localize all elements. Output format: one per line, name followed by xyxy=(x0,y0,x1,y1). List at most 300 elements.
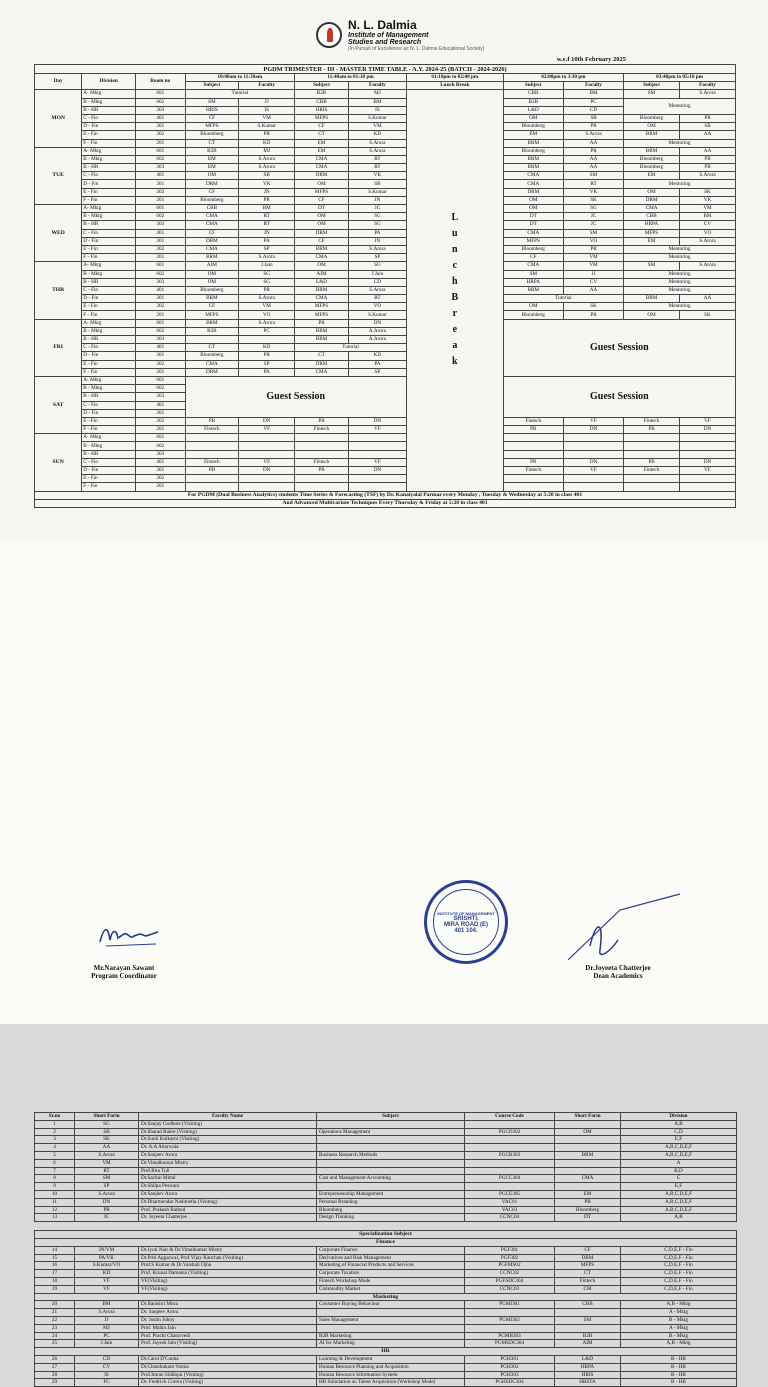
faculty-cell: AIM xyxy=(555,1340,621,1348)
division-cell: D - Fin xyxy=(82,180,136,188)
division-cell: B - Mktg xyxy=(82,327,136,335)
faculty-cell xyxy=(239,450,295,458)
timetable-row xyxy=(35,417,736,425)
day-cell: SUN xyxy=(35,434,82,491)
faculty-cell: CCNC04 xyxy=(465,1214,555,1222)
timetable-row xyxy=(35,483,736,491)
faculty-cell: PC xyxy=(239,327,295,335)
room-cell: 602 xyxy=(136,213,185,221)
faculty-cell: Dr.Sanjeev Arora xyxy=(139,1151,317,1159)
faculty-cell: KD xyxy=(239,344,295,352)
faculty-row xyxy=(35,1371,737,1379)
faculty-cell: Learning & Development xyxy=(317,1355,465,1363)
seal-line4: 401 104. xyxy=(454,927,478,934)
subject-cell: EM xyxy=(295,147,349,155)
faculty-cell xyxy=(465,1183,555,1191)
timetable-row xyxy=(35,262,736,270)
division-cell: B - Mktg xyxy=(82,270,136,278)
institute-brand xyxy=(348,18,484,52)
faculty-cell: PGMB303 xyxy=(465,1332,555,1340)
faculty-cell xyxy=(555,1309,621,1317)
subject-cell: MFPS xyxy=(185,311,239,319)
faculty-cell: Bloomberg xyxy=(555,1206,621,1214)
faculty-cell: Dr.Carol D'Cunha xyxy=(139,1355,317,1363)
faculty-cell xyxy=(679,442,735,450)
day-cell: MON xyxy=(35,90,82,147)
faculty-cell: Fintech Workshop Mode xyxy=(317,1277,465,1285)
mentoring-cell: Mentoring xyxy=(624,180,736,188)
footnote-1: For PGDM (Dual Business Analytics) students Time Series & Forecasting (TSF) by Dr. Kanaiyalal Parmar every Monday , Tuesday & Wednesday at 5:20 in class 401 xyxy=(35,491,736,499)
faculty-cell: Prof.Imran Siddiqui (Visiting) xyxy=(139,1371,317,1379)
footnote-row xyxy=(35,499,736,507)
faculty-cell xyxy=(465,1120,555,1128)
faculty-cell: IS xyxy=(75,1371,139,1379)
subject-cell: OM xyxy=(185,172,239,180)
dean-name: Dr.Joyeeta Chatterjee xyxy=(585,964,651,972)
faculty-cell: VAC01 xyxy=(465,1198,555,1206)
tutorial-cell: Tutorial xyxy=(503,295,623,303)
lunch-letter: e xyxy=(452,324,458,336)
subject-cell: BRM xyxy=(295,336,349,344)
faculty-row xyxy=(35,1262,737,1270)
faculty-cell: PR xyxy=(563,311,623,319)
faculty-cell: Dr.Sharad Bakre (Visiting) xyxy=(139,1128,317,1136)
timetable-row xyxy=(35,426,736,434)
room-cell: 301 xyxy=(136,352,185,360)
faculty-cell: VF xyxy=(75,1277,139,1285)
section-row xyxy=(35,1348,737,1356)
faculty-cell: Human Resource Information System xyxy=(317,1371,465,1379)
faculty-cell: 22 xyxy=(35,1316,75,1324)
room-cell: 602 xyxy=(136,385,185,393)
subject-cell: Fintech xyxy=(185,458,239,466)
faculty-cell xyxy=(679,450,735,458)
timetable-row xyxy=(35,376,736,384)
faculty-cell xyxy=(317,1183,465,1191)
subject-cell: OM xyxy=(295,221,349,229)
faculty-cell: L&D xyxy=(555,1355,621,1363)
room-cell: 602 xyxy=(136,155,185,163)
subject-cell: MFPS xyxy=(295,303,349,311)
faculty-cell: JC xyxy=(563,213,623,221)
faculty-row xyxy=(35,1316,737,1324)
faculty-cell: SM xyxy=(563,172,623,180)
subject-cell: DRM xyxy=(503,188,563,196)
seal-ring xyxy=(433,889,499,955)
faculty-cell: VK xyxy=(239,180,295,188)
division-cell: E - Fin xyxy=(82,303,136,311)
brand-name: N. L. Dalmia xyxy=(348,18,417,32)
faculty-col-header: Division xyxy=(621,1113,737,1121)
timetable-row xyxy=(35,123,736,131)
faculty-cell: 14 xyxy=(35,1246,75,1254)
subject-cell xyxy=(503,450,563,458)
faculty-cell: SK xyxy=(679,188,735,196)
room-cell: 302 xyxy=(136,131,185,139)
faculty-cell: 9 xyxy=(35,1183,75,1191)
faculty-cell: S.Kumar xyxy=(348,114,406,122)
spec-title: Specialization Subject xyxy=(35,1231,737,1239)
faculty-cell: PGCB303 xyxy=(465,1151,555,1159)
faculty-cell: 16 xyxy=(35,1262,75,1270)
room-cell: 303 xyxy=(136,164,185,172)
division-cell: F - Fin xyxy=(82,311,136,319)
faculty-cell: PR xyxy=(239,131,295,139)
faculty-cell: Business Research Methods xyxy=(317,1151,465,1159)
subject-cell: HRIS xyxy=(185,106,239,114)
room-cell: 302 xyxy=(136,188,185,196)
faculty-cell: PR xyxy=(239,352,295,360)
timetable-row xyxy=(35,475,736,483)
room-cell: 401 xyxy=(136,401,185,409)
faculty-cell: PGHSDC304 xyxy=(465,1379,555,1387)
subject-cell: CBB xyxy=(295,98,349,106)
division-cell: F - Fin xyxy=(82,254,136,262)
timetable-row xyxy=(35,295,736,303)
faculty-cell: S.Arora xyxy=(348,245,406,253)
mentoring-cell: Mentoring xyxy=(624,286,736,294)
faculty-cell: DN xyxy=(348,319,406,327)
faculty-cell: VF xyxy=(679,417,735,425)
faculty-cell: B - Mktg xyxy=(621,1332,737,1340)
subject-cell: HRIS xyxy=(295,106,349,114)
subject-cell: CMA xyxy=(185,360,239,368)
faculty-cell: 20 xyxy=(35,1301,75,1309)
division-cell: F - Fin xyxy=(82,426,136,434)
faculty-cell xyxy=(348,450,406,458)
faculty-cell: PGF301 xyxy=(465,1246,555,1254)
faculty-header: Faculty xyxy=(348,82,406,90)
faculty-cell: VM xyxy=(563,254,623,262)
faculty-cell: Prof.Rita Tuli xyxy=(139,1167,317,1175)
timetable-row xyxy=(35,188,736,196)
subject-cell xyxy=(295,483,349,491)
timetable-row xyxy=(35,278,736,286)
faculty-cell xyxy=(679,434,735,442)
subject-cell: B2B xyxy=(185,147,239,155)
faculty-cell: CV xyxy=(679,221,735,229)
marketing-title: Marketing xyxy=(35,1293,737,1301)
faculty-cell: S.Arora xyxy=(75,1309,139,1317)
faculty-cell: VK xyxy=(563,188,623,196)
room-cell: 401 xyxy=(136,458,185,466)
division-cell: D - Fin xyxy=(82,352,136,360)
faculty-cell: RT xyxy=(239,221,295,229)
faculty-cell: Design Thinking xyxy=(317,1214,465,1222)
master-timetable xyxy=(34,64,736,508)
faculty-cell xyxy=(563,434,623,442)
timetable-row xyxy=(35,467,736,475)
room-cell: 302 xyxy=(136,417,185,425)
faculty-row xyxy=(35,1246,737,1254)
faculty-cell: DN xyxy=(239,417,295,425)
faculty-cell: JJ xyxy=(75,1316,139,1324)
subject-header: Subject xyxy=(624,82,680,90)
room-cell: 401 xyxy=(136,286,185,294)
subject-cell: EM xyxy=(503,131,563,139)
faculty-cell: 21 xyxy=(35,1309,75,1317)
subject-cell: CF xyxy=(295,196,349,204)
division-cell: C - Fin xyxy=(82,172,136,180)
faculty-cell xyxy=(555,1167,621,1175)
subject-cell: Fintech xyxy=(295,458,349,466)
dean-title: Dean Academics xyxy=(593,972,643,980)
faculty-cell: SB xyxy=(679,123,735,131)
faculty-cell: CF xyxy=(555,1246,621,1254)
faculty-cell: VO xyxy=(679,229,735,237)
faculty-header: Faculty xyxy=(239,82,295,90)
room-cell: 303 xyxy=(136,278,185,286)
division-cell: C - Fin xyxy=(82,114,136,122)
faculty-cell: JN xyxy=(348,196,406,204)
faculty-cell: RT xyxy=(75,1167,139,1175)
subject-cell: Bloomberg xyxy=(185,196,239,204)
faculty-cell: PA xyxy=(239,368,295,376)
division-cell: D - Fin xyxy=(82,295,136,303)
faculty-cell: BM xyxy=(563,90,623,98)
faculty-cell: VF xyxy=(239,426,295,434)
faculty-cell: JN xyxy=(239,229,295,237)
faculty-cell xyxy=(317,1136,465,1144)
faculty-cell: IS xyxy=(348,106,406,114)
faculty-cell: CV xyxy=(75,1363,139,1371)
faculty-cell: VM xyxy=(75,1159,139,1167)
subject-cell: CMA xyxy=(295,254,349,262)
subject-cell: BRM xyxy=(503,139,563,147)
faculty-cell xyxy=(317,1120,465,1128)
faculty-cell: CM xyxy=(555,1285,621,1293)
division-cell: A- Mktg xyxy=(82,319,136,327)
faculty-cell: PGCO302 xyxy=(465,1128,555,1136)
timetable-row xyxy=(35,237,736,245)
faculty-cell xyxy=(563,483,623,491)
division-cell: D - Fin xyxy=(82,123,136,131)
subject-cell: PB xyxy=(295,467,349,475)
faculty-cell: S.Arora xyxy=(563,131,623,139)
faculty-cell: PGH301 xyxy=(465,1355,555,1363)
faculty-cell: A,B,C,D,E,F xyxy=(621,1206,737,1214)
faculty-cell: 26 xyxy=(35,1355,75,1363)
subject-cell: B2B xyxy=(185,327,239,335)
faculty-cell: JN xyxy=(348,237,406,245)
dean-block xyxy=(548,964,688,980)
faculty-cell: AA xyxy=(563,139,623,147)
faculty-cell: Prof. Prachi Chaturvedi xyxy=(139,1332,317,1340)
faculty-header-row xyxy=(35,1113,737,1121)
day-cell: THR xyxy=(35,262,82,319)
faculty-cell: VO xyxy=(563,237,623,245)
subject-cell xyxy=(624,483,680,491)
division-cell: B - HR xyxy=(82,450,136,458)
faculty-cell: VK xyxy=(679,196,735,204)
faculty-cell: 12 xyxy=(35,1206,75,1214)
division-cell: B - HR xyxy=(82,393,136,401)
subject-cell: CMA xyxy=(503,229,563,237)
faculty-cell: B - Mktg xyxy=(621,1316,737,1324)
faculty-cell: 6 xyxy=(35,1159,75,1167)
faculty-cell: E,F xyxy=(621,1136,737,1144)
faculty-cell: S.Arora xyxy=(679,237,735,245)
subject-cell: L&D xyxy=(295,278,349,286)
timetable-row xyxy=(35,434,736,442)
timetable-row xyxy=(35,442,736,450)
faculty-cell: VM xyxy=(239,303,295,311)
faculty-cell: BM xyxy=(239,205,295,213)
faculty-cell: VF xyxy=(679,467,735,475)
subject-cell: CMA xyxy=(503,172,563,180)
faculty-cell: BRM xyxy=(555,1151,621,1159)
faculty-cell xyxy=(563,442,623,450)
subject-cell xyxy=(295,434,349,442)
subject-cell: PB xyxy=(295,417,349,425)
faculty-cell: Dr.Dharmendar Nadimetla (Visiting) xyxy=(139,1198,317,1206)
faculty-row xyxy=(35,1120,737,1128)
subject-cell: MFPS xyxy=(295,311,349,319)
faculty-cell: 28 xyxy=(35,1371,75,1379)
faculty-cell: 27 xyxy=(35,1363,75,1371)
seal-line1: INSTITUTE OF MANAGEMENT xyxy=(437,910,495,916)
faculty-cell: 18 xyxy=(35,1277,75,1285)
subject-cell: CF xyxy=(185,303,239,311)
faculty-cell: CCNC02 xyxy=(465,1270,555,1278)
faculty-page xyxy=(0,540,768,1386)
slot-header-row xyxy=(35,74,736,82)
faculty-cell: PC xyxy=(75,1332,139,1340)
faculty-cell: RT xyxy=(348,155,406,163)
division-cell: B - HR xyxy=(82,164,136,172)
faculty-cell: Sales Management xyxy=(317,1316,465,1324)
faculty-row xyxy=(35,1136,737,1144)
subject-cell: PB xyxy=(185,417,239,425)
subject-cell xyxy=(624,450,680,458)
faculty-cell: SK xyxy=(563,196,623,204)
room-cell: 601 xyxy=(136,376,185,384)
division-cell: E - Fin xyxy=(82,188,136,196)
room-cell: 301 xyxy=(136,123,185,131)
faculty-cell xyxy=(563,475,623,483)
division-cell: E - Fin xyxy=(82,131,136,139)
faculty-cell xyxy=(465,1144,555,1152)
subject-cell: AIM xyxy=(295,270,349,278)
faculty-cell: B - HR xyxy=(621,1379,737,1387)
institute-logo xyxy=(316,18,484,52)
room-cell: 602 xyxy=(136,270,185,278)
mentoring-cell: Mentoring xyxy=(624,245,736,253)
faculty-cell: VM xyxy=(563,262,623,270)
faculty-cell: SG xyxy=(239,278,295,286)
faculty-cell xyxy=(555,1120,621,1128)
subject-cell xyxy=(503,442,563,450)
faculty-cell: B - HR xyxy=(621,1355,737,1363)
faculty-cell: DRM xyxy=(555,1254,621,1262)
division-cell: C - Fin xyxy=(82,344,136,352)
faculty-cell xyxy=(555,1183,621,1191)
subject-cell: PB xyxy=(295,319,349,327)
faculty-cell: VO xyxy=(348,303,406,311)
timetable-row xyxy=(35,196,736,204)
faculty-cell: RT xyxy=(563,180,623,188)
subject-cell: OM xyxy=(503,114,563,122)
slot-header: 11:40am to 01:10 pm xyxy=(295,74,407,82)
timetable-row xyxy=(35,254,736,262)
subject-cell: EM xyxy=(624,237,680,245)
faculty-cell: Dr.Jyoti Nair & Dr.Vimalkumar Mistry xyxy=(139,1246,317,1254)
faculty-cell: VM xyxy=(348,123,406,131)
faculty-cell: 24 xyxy=(35,1332,75,1340)
subject-cell: CT xyxy=(185,344,239,352)
faculty-cell: DN xyxy=(563,426,623,434)
faculty-cell: Dr. A.A Attarwala xyxy=(139,1144,317,1152)
faculty-header: Faculty xyxy=(563,82,623,90)
faculty-cell: 4 xyxy=(35,1144,75,1152)
timetable-row xyxy=(35,114,736,122)
faculty-cell: DN xyxy=(348,467,406,475)
faculty-cell: Dr.Sachin Mittal xyxy=(139,1175,317,1183)
faculty-cell: SG xyxy=(75,1120,139,1128)
faculty-cell xyxy=(239,434,295,442)
faculty-cell: J.Jain xyxy=(239,262,295,270)
faculty-cell: CD xyxy=(348,278,406,286)
room-header: Room no xyxy=(136,74,185,90)
subject-cell: Bloomberg xyxy=(624,114,680,122)
dean-signature xyxy=(560,890,700,975)
faculty-cell: B - HR xyxy=(621,1371,737,1379)
faculty-cell: SG xyxy=(348,262,406,270)
faculty-cell: VM xyxy=(239,114,295,122)
day-cell: WED xyxy=(35,205,82,262)
subject-cell: OM xyxy=(624,123,680,131)
subject-cell: EM xyxy=(185,164,239,172)
faculty-col-header: Subject xyxy=(317,1113,465,1121)
faculty-cell: CD xyxy=(75,1355,139,1363)
subject-header: Subject xyxy=(503,82,563,90)
room-cell: 401 xyxy=(136,114,185,122)
faculty-cell: SP xyxy=(239,245,295,253)
faculty-cell: 3 xyxy=(35,1136,75,1144)
faculty-cell: 5 xyxy=(35,1151,75,1159)
brand-line3: Studies and Research xyxy=(348,39,422,46)
faculty-cell: EM xyxy=(555,1190,621,1198)
subject-cell: PB xyxy=(185,467,239,475)
timetable-row xyxy=(35,98,736,106)
faculty-row xyxy=(35,1332,737,1340)
subject-cell: BRM xyxy=(295,286,349,294)
room-cell: 602 xyxy=(136,327,185,335)
faculty-cell: MJ xyxy=(239,147,295,155)
faculty-cell xyxy=(555,1324,621,1332)
faculty-cell: PGFMS02 xyxy=(465,1262,555,1270)
subject-cell xyxy=(295,450,349,458)
faculty-cell: A,B - Mktg xyxy=(621,1340,737,1348)
faculty-cell: J.Jain xyxy=(75,1340,139,1348)
faculty-cell: S.Arora xyxy=(348,286,406,294)
faculty-cell: Dr. Sanjeev Arora xyxy=(139,1309,317,1317)
subject-cell: OM xyxy=(185,270,239,278)
room-cell: 302 xyxy=(136,360,185,368)
faculty-cell: A xyxy=(621,1159,737,1167)
subject-cell: HRPA xyxy=(624,221,680,229)
subject-cell xyxy=(185,434,239,442)
faculty-cell: S.Arora xyxy=(239,164,295,172)
faculty-row xyxy=(35,1190,737,1198)
room-cell: 301 xyxy=(136,467,185,475)
subject-cell: PB xyxy=(503,426,563,434)
faculty-cell: VF(Visiting) xyxy=(139,1285,317,1293)
faculty-cell: 29 xyxy=(35,1379,75,1387)
faculty-cell: 2 xyxy=(35,1128,75,1136)
timetable-row xyxy=(35,450,736,458)
faculty-cell: 10 xyxy=(35,1190,75,1198)
